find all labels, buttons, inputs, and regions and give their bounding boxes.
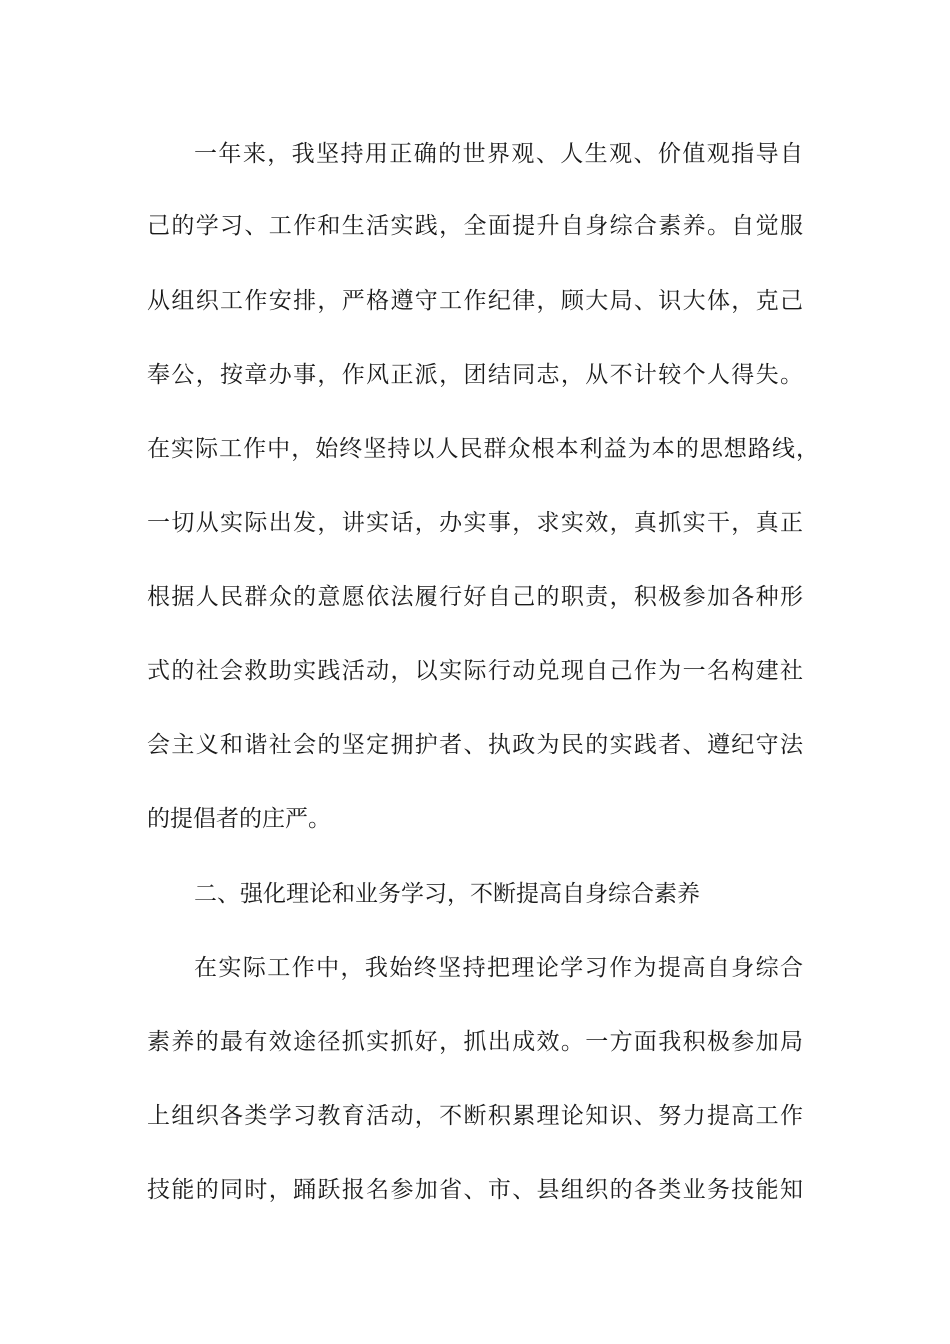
paragraph-line: 会主义和谐社会的坚定拥护者、执政为民的实践者、遵纪守法	[147, 732, 803, 758]
paragraph-line: 一切从实际出发，讲实话，办实事，求实效，真抓实干，真正	[147, 510, 803, 536]
paragraph-line: 式的社会救助实践活动，以实际行动兑现自己作为一名构建社	[147, 658, 803, 684]
paragraph-line: 根据人民群众的意愿依法履行好自己的职责，积极参加各种形	[147, 584, 803, 610]
paragraph-line: 一年来，我坚持用正确的世界观、人生观、价值观指导自	[194, 141, 803, 167]
paragraph-line: 在实际工作中，始终坚持以人民群众根本利益为本的思想路线，	[147, 436, 819, 462]
section-heading: 二、强化理论和业务学习，不断提高自身综合素养	[194, 881, 700, 907]
paragraph-line: 技能的同时，踊跃报名参加省、市、县组织的各类业务技能知	[147, 1177, 803, 1203]
paragraph-line: 从组织工作安排，严格遵守工作纪律，顾大局、识大体，克己	[147, 288, 803, 314]
paragraph-line: 奉公，按章办事，作风正派，团结同志，从不计较个人得失。	[147, 362, 803, 388]
paragraph-line: 上组织各类学习教育活动，不断积累理论知识、努力提高工作	[147, 1103, 803, 1129]
paragraph-line: 素养的最有效途径抓实抓好，抓出成效。一方面我积极参加局	[147, 1029, 803, 1055]
paragraph-line: 己的学习、工作和生活实践，全面提升自身综合素养。自觉服	[147, 213, 803, 239]
paragraph-line: 在实际工作中，我始终坚持把理论学习作为提高自身综合	[194, 955, 803, 981]
paragraph-line: 的提倡者的庄严。	[147, 806, 331, 832]
